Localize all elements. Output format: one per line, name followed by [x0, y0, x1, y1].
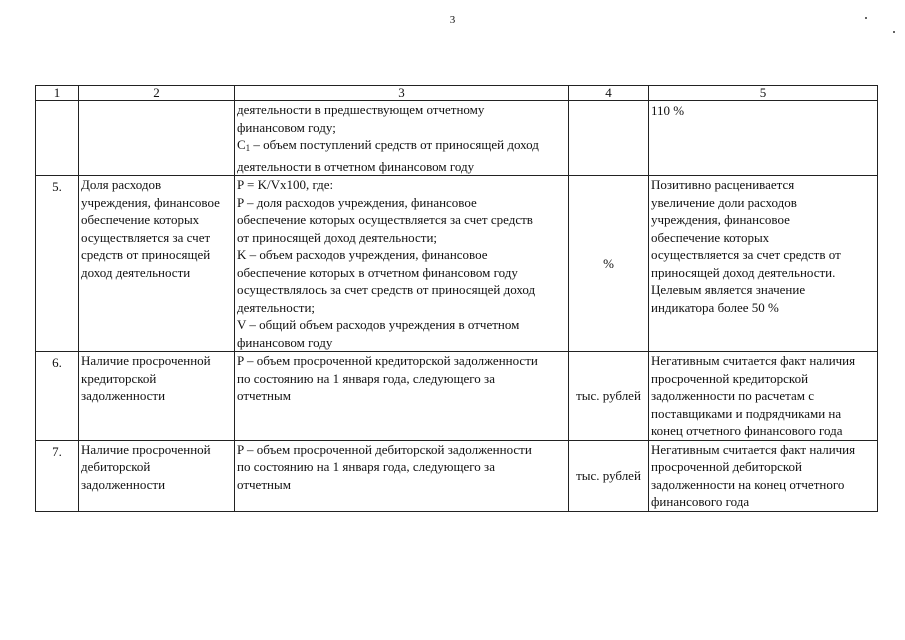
formula-variable: C [237, 137, 246, 152]
formula-cell [235, 440, 569, 511]
formula-line: отчетным [237, 388, 291, 403]
criterion-line: осуществляется за счет средств от [651, 247, 841, 262]
formula-variable-subscript: 1 [245, 143, 251, 153]
criterion-cell [649, 176, 878, 352]
row-number: 7. [36, 440, 79, 511]
criterion-line: просроченной дебиторской [651, 459, 802, 474]
formula-line: K – объем расходов учреждения, финансовое [237, 247, 488, 262]
row-number: 5. [36, 176, 79, 352]
criterion-line: задолженности по расчетам с [651, 388, 814, 403]
criterion-line: финансового года [651, 494, 750, 509]
header-cell-5: 5 [649, 86, 878, 101]
formula-line-text: – объем поступлений средств от приносящей доход [253, 137, 539, 152]
criterion-line: Позитивно расценивается [651, 177, 795, 192]
indicator-name-cell [79, 101, 235, 176]
indicator-name-cell [79, 176, 235, 352]
formula-line: осуществлялось за счет средств от приносящей доход [237, 282, 536, 297]
formula-line: по состоянию на 1 января года, следующего за [237, 370, 495, 386]
table-row [36, 440, 878, 511]
table-header-row [36, 86, 878, 101]
formula-line: финансовом году [237, 334, 333, 350]
indicator-name-line: Наличие просроченной [81, 353, 211, 368]
formula-cell [235, 352, 569, 441]
header-cell-3: 3 [235, 86, 569, 101]
formula-line: V – общий объем расходов учреждения в отчетном [237, 317, 520, 332]
criterion-line: задолженности на конец отчетного [651, 476, 845, 492]
criterion-line: Негативным считается факт наличия [651, 353, 856, 368]
criterion-line: увеличение доли расходов [651, 194, 797, 210]
indicator-name-cell [79, 352, 235, 441]
formula-line: P – доля расходов учреждения, финансовое [237, 194, 477, 210]
header-cell-1: 1 [36, 86, 79, 101]
indicator-name-line: Доля расходов [81, 177, 162, 192]
formula-line: P – объем просроченной кредиторской задолженности [237, 353, 538, 368]
criterion-cell [649, 440, 878, 511]
criterion-line: приносящей доход деятельности. [651, 264, 836, 280]
formula-line: P = K/Vx100, где: [237, 177, 334, 192]
criterion-line: учреждения, финансовое [651, 212, 790, 227]
formula-line: от приносящей доход деятельности; [237, 229, 438, 245]
header-cell-2: 2 [79, 86, 235, 101]
formula-cell [235, 176, 569, 352]
formula-line: деятельности; [237, 299, 316, 315]
unit-cell [569, 101, 649, 176]
unit-cell: тыс. рублей [569, 352, 649, 441]
indicator-name-line: Наличие просроченной [81, 441, 211, 457]
criterion-line: конец отчетного финансового года [651, 423, 843, 438]
page-number: 3 [449, 14, 456, 26]
indicator-name-line: дебиторской [81, 459, 151, 474]
indicator-name-cell [79, 440, 235, 511]
scan-speck [893, 31, 895, 33]
formula-line: деятельности в предшествующем отчетному [237, 102, 485, 117]
indicator-name-line: учреждения, финансовое [81, 194, 220, 210]
table-row [36, 176, 878, 352]
criterion-cell [649, 101, 878, 176]
header-cell-4: 4 [569, 86, 649, 101]
formula-line: финансовом году; [237, 119, 336, 135]
formula-line: деятельности в отчетном финансовом году [237, 158, 475, 174]
indicator-name-line: доход деятельности [81, 264, 191, 280]
indicators-table [35, 85, 878, 512]
criterion-line: Негативным считается факт наличия [651, 441, 856, 457]
indicator-name-line: обеспечение которых [81, 212, 200, 227]
indicator-name-line: задолженности [81, 388, 166, 403]
formula-cell [235, 101, 569, 176]
formula-line: отчетным [237, 476, 291, 492]
criterion-cell [649, 352, 878, 441]
table-row-continuation [36, 101, 878, 176]
row-number-cell [36, 101, 79, 176]
indicator-name-line: задолженности [81, 476, 166, 492]
formula-line: по состоянию на 1 января года, следующего за [237, 459, 495, 474]
indicator-name-line: кредиторской [81, 370, 157, 386]
row-number: 6. [36, 352, 79, 441]
formula-line: обеспечение которых осуществляется за счет средств [237, 212, 533, 227]
formula-line: P – объем просроченной дебиторской задолженности [237, 441, 532, 457]
criterion-line: обеспечение которых [651, 229, 770, 245]
table-row [36, 352, 878, 441]
criterion-line: индикатора более 50 % [651, 299, 779, 315]
formula-line: обеспечение которых в отчетном финансовом году [237, 264, 518, 280]
unit-cell: % [569, 176, 649, 352]
indicator-name-line: средств от приносящей [81, 247, 211, 262]
criterion-line: Целевым является значение [651, 282, 806, 297]
criterion-line: просроченной кредиторской [651, 370, 809, 386]
formula-line [237, 136, 566, 158]
criterion-line: поставщиками и подрядчиками на [651, 405, 842, 421]
scan-speck [865, 17, 867, 19]
criterion-line: 110 % [651, 103, 685, 118]
indicator-name-line: осуществляется за счет [81, 229, 211, 245]
unit-cell: тыс. рублей [569, 440, 649, 511]
